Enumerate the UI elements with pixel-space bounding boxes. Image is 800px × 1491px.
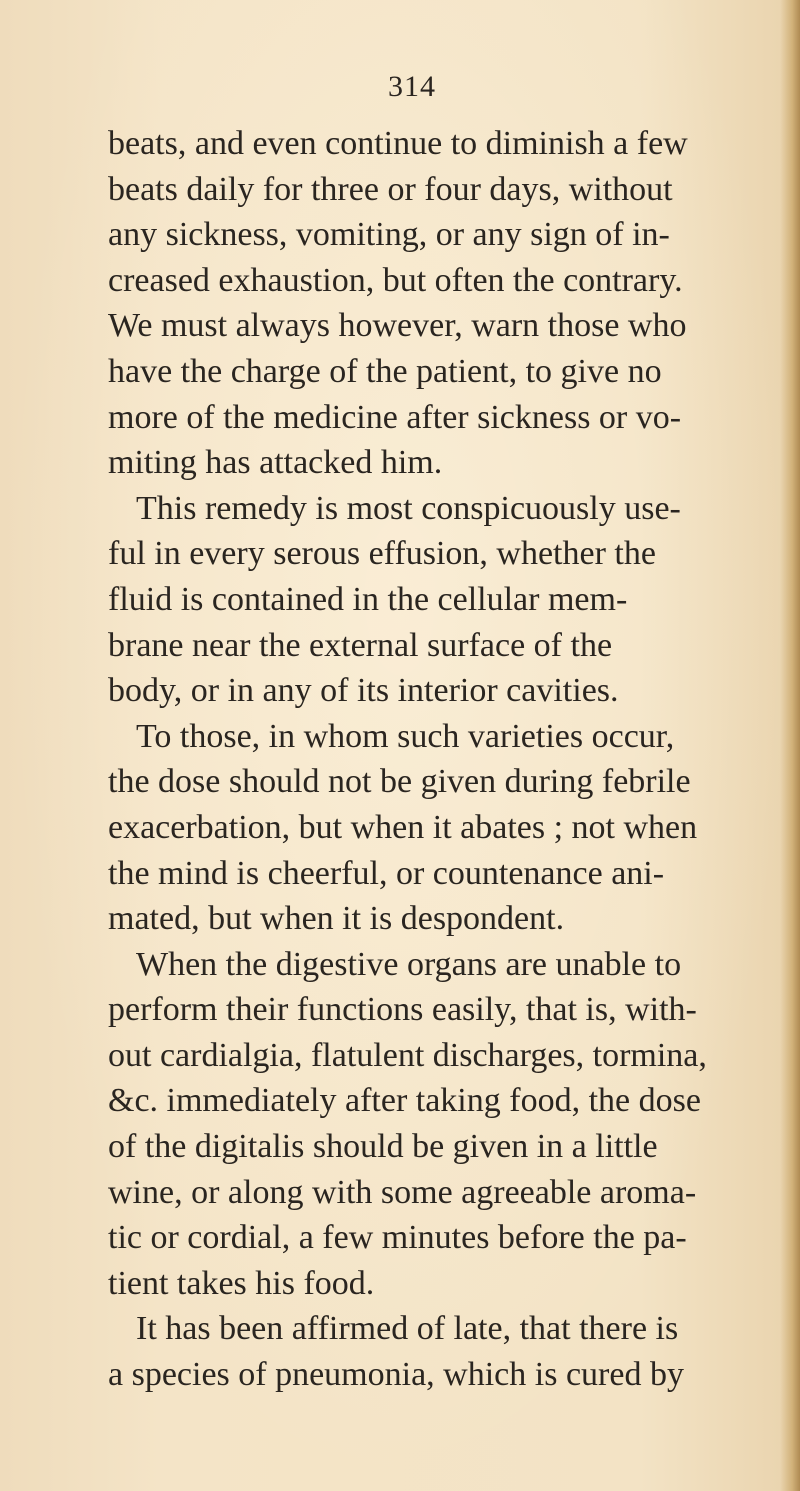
text-line: the mind is cheerful, or countenance ani- — [108, 854, 665, 892]
text-line: ful in every serous effusion, whether the — [108, 535, 656, 573]
paragraph-start-line: This remedy is most conspicuously use- — [136, 489, 681, 527]
text-line: the dose should not be given during febrile — [108, 763, 691, 801]
text-line: miting has attacked him. — [108, 444, 443, 482]
text-line: tient takes his food. — [108, 1264, 375, 1302]
text-line: brane near the external surface of the — [108, 626, 613, 664]
text-line: wine, or along with some agreeable aroma- — [108, 1173, 697, 1211]
paragraph-start-line: When the digestive organs are unable to — [136, 945, 682, 983]
text-line: We must always however, warn those who — [108, 307, 687, 345]
text-line: &c. immediately after taking food, the dose — [108, 1082, 701, 1120]
text-line: body, or in any of its interior cavities. — [108, 672, 619, 710]
page-edge — [780, 0, 800, 1491]
paragraph-start-line: It has been affirmed of late, that there is — [136, 1310, 679, 1348]
text-line: more of the medicine after sickness or vo- — [108, 398, 682, 436]
text-line: beats daily for three or four days, without — [108, 170, 673, 208]
page-number: 314 — [388, 70, 436, 103]
text-line: beats, and even continue to diminish a few — [108, 125, 688, 162]
text-line: creased exhaustion, but often the contrary. — [108, 261, 683, 299]
text-line: any sickness, vomiting, or any sign of in- — [108, 216, 670, 254]
text-line: of the digitalis should be given in a little — [108, 1128, 658, 1166]
text-line: out cardialgia, flatulent discharges, tormina, — [108, 1036, 707, 1074]
text-line: have the charge of the patient, to give no — [108, 352, 662, 390]
text-line: perform their functions easily, that is, with- — [108, 991, 697, 1029]
text-line: tic or cordial, a few minutes before the pa- — [108, 1219, 687, 1257]
text-line: mated, but when it is despondent. — [108, 900, 565, 938]
body-text — [108, 121, 748, 1398]
text-line: fluid is contained in the cellular mem- — [108, 580, 628, 618]
text-line: exacerbation, but when it abates ; not when — [108, 808, 698, 846]
paragraph-start-line: To those, in whom such varieties occur, — [136, 717, 675, 755]
text-line: a species of pneumonia, which is cured by — [108, 1356, 684, 1394]
